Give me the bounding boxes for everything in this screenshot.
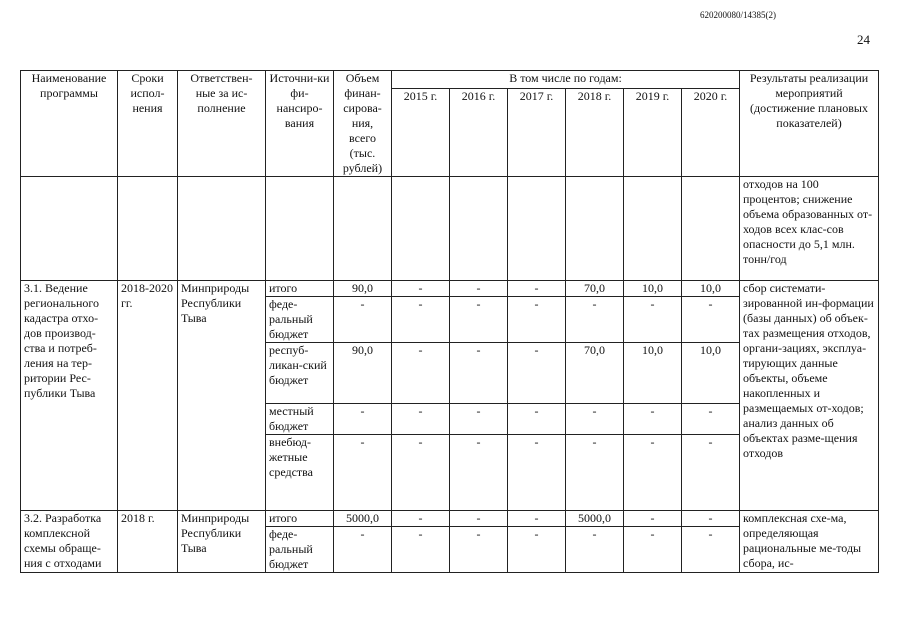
funding-total: -: [334, 404, 392, 435]
year-value: -: [624, 404, 682, 435]
year-value: -: [624, 511, 682, 527]
year-value: -: [508, 435, 566, 511]
year-value: 70,0: [566, 281, 624, 297]
header-responsible: Ответствен-ные за ис-полнение: [178, 71, 266, 177]
table-row: [21, 281, 879, 297]
year-value: -: [682, 297, 740, 343]
table-cell: [178, 177, 266, 281]
funding-total: 90,0: [334, 281, 392, 297]
year-value: -: [392, 343, 450, 404]
table-cell: [21, 177, 118, 281]
year-value: -: [392, 435, 450, 511]
table-header-row: [21, 71, 879, 89]
funding-total: 90,0: [334, 343, 392, 404]
header-by-years: В том числе по годам:: [392, 71, 740, 89]
header-year: 2017 г.: [508, 89, 566, 177]
page-number: 24: [857, 32, 870, 47]
funding-source: итого: [266, 281, 334, 297]
header-results: Результаты реализации мероприятий (достижение плановых показателей): [740, 71, 879, 177]
funding-source: феде-ральный бюджет: [266, 297, 334, 343]
year-value: -: [450, 343, 508, 404]
table-cell: [450, 177, 508, 281]
header-year: 2018 г.: [566, 89, 624, 177]
year-value: -: [392, 404, 450, 435]
table-cell: [624, 177, 682, 281]
table-cell: [118, 177, 178, 281]
table-cell: [682, 177, 740, 281]
table-row: [21, 511, 879, 527]
year-value: -: [624, 527, 682, 573]
header-year: 2020 г.: [682, 89, 740, 177]
year-value: -: [450, 281, 508, 297]
year-value: -: [508, 404, 566, 435]
year-value: -: [392, 297, 450, 343]
table-cell: [566, 177, 624, 281]
year-value: -: [682, 511, 740, 527]
funding-source: местный бюджет: [266, 404, 334, 435]
table-cell: [334, 177, 392, 281]
header-year: 2019 г.: [624, 89, 682, 177]
table-cell: [266, 177, 334, 281]
funding-source: итого: [266, 511, 334, 527]
continuation-result: отходов на 100 процентов; снижение объема образованных от-ходов всех клас-сов опасности до 5,1 млн. тонн/год: [740, 177, 879, 281]
program-term: 2018-2020 гг.: [118, 281, 178, 511]
table-cell: [508, 177, 566, 281]
funding-source: внебюд-жетные средства: [266, 435, 334, 511]
program-name: 3.2. Разработка комплексной схемы обраще-ния с отходами: [21, 511, 118, 573]
year-value: 10,0: [624, 281, 682, 297]
program-responsible: Минприроды Республики Тыва: [178, 511, 266, 573]
continuation-row: [21, 177, 879, 281]
program-result: сбор системати-зированной ин-формации (базы данных) об объек-тах размещения отходов, органи-зациях, эксплуа-тирующих данные объекты, объеме накопленных и размещаемых от-ходов; анализ данных об объектах разме-щения отходов: [740, 281, 879, 511]
year-value: -: [508, 281, 566, 297]
funding-total: 5000,0: [334, 511, 392, 527]
year-value: -: [508, 511, 566, 527]
funding-source: респуб-ликан-ский бюджет: [266, 343, 334, 404]
year-value: -: [624, 297, 682, 343]
year-value: -: [450, 511, 508, 527]
header-sources: Источни-ки фи-нансиро-вания: [266, 71, 334, 177]
program-name: 3.1. Ведение регионального кадастра отхо-дов производ-ства и потреб-ления на тер-ритории Рес-публики Тыва: [21, 281, 118, 511]
funding-total: -: [334, 435, 392, 511]
year-value: -: [392, 527, 450, 573]
header-name: Наименование программы: [21, 71, 118, 177]
year-value: 10,0: [682, 343, 740, 404]
year-value: -: [624, 435, 682, 511]
year-value: 70,0: [566, 343, 624, 404]
year-value: -: [566, 297, 624, 343]
year-value: -: [508, 527, 566, 573]
year-value: -: [566, 527, 624, 573]
year-value: -: [566, 404, 624, 435]
year-value: -: [392, 511, 450, 527]
header-year: 2015 г.: [392, 89, 450, 177]
funding-source: феде-ральный бюджет: [266, 527, 334, 573]
program-term: 2018 г.: [118, 511, 178, 573]
document-id: 620200080/14385(2): [700, 10, 776, 20]
program-responsible: Минприроды Республики Тыва: [178, 281, 266, 511]
program-result: комплексная схе-ма, определяющая рациональные ме-тоды сбора, ис-: [740, 511, 879, 573]
year-value: -: [450, 404, 508, 435]
year-value: 10,0: [624, 343, 682, 404]
year-value: -: [508, 297, 566, 343]
year-value: -: [450, 297, 508, 343]
year-value: -: [682, 527, 740, 573]
year-value: -: [450, 527, 508, 573]
header-volume: Объем финан-сирова-ния, всего (тыс. рублей): [334, 71, 392, 177]
year-value: -: [392, 281, 450, 297]
funding-total: -: [334, 527, 392, 573]
year-value: -: [450, 435, 508, 511]
year-value: -: [508, 343, 566, 404]
year-value: -: [682, 404, 740, 435]
programs-table: [20, 70, 879, 573]
header-year: 2016 г.: [450, 89, 508, 177]
year-value: 5000,0: [566, 511, 624, 527]
year-value: -: [566, 435, 624, 511]
funding-total: -: [334, 297, 392, 343]
year-value: 10,0: [682, 281, 740, 297]
year-value: -: [682, 435, 740, 511]
header-term: Сроки испол-нения: [118, 71, 178, 177]
table-cell: [392, 177, 450, 281]
